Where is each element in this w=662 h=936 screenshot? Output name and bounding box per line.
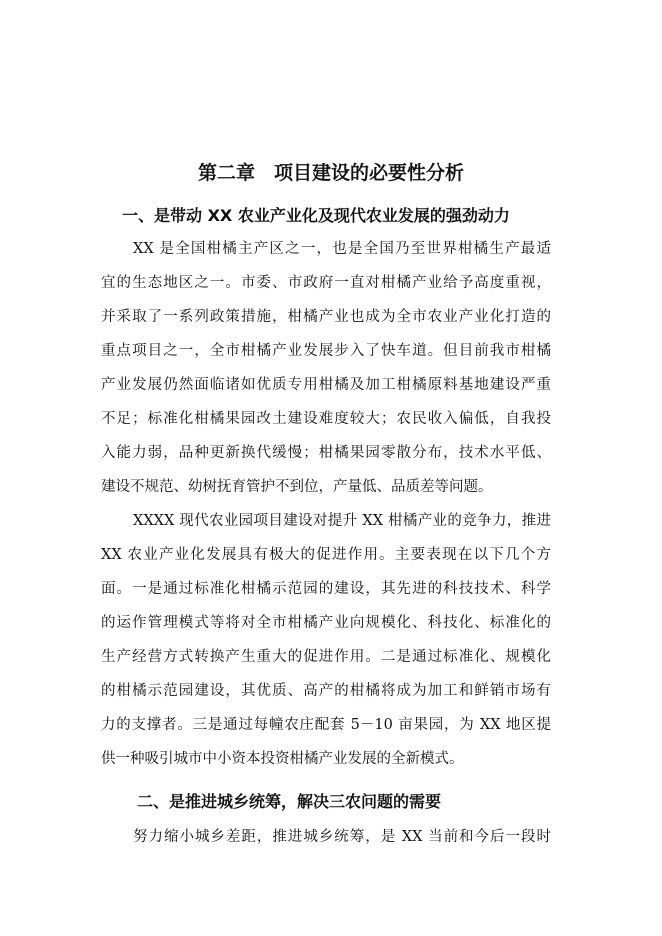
body-line: 入能力弱，品种更新换代缓慢；柑橘果园零散分布，技术水平低、	[101, 445, 551, 461]
body-line: 建设不规范、幼树抚育管护不到位，产量低、品质差等问题。	[101, 479, 493, 495]
body-line: 并采取了一系列政策措施，柑橘产业也成为全市农业产业化打造的	[101, 309, 551, 325]
body-line: 供一种吸引城市中小资本投资柑橘产业发展的全新模式。	[101, 751, 464, 767]
body-line: 不足；标准化柑橘果园改土建设难度较大；农民收入偏低，自我投	[101, 411, 551, 427]
section-2-heading: 二、是推进城乡统筹，解决三农问题的需要	[137, 792, 442, 811]
body-line: 宜的生态地区之一。市委、市政府一直对柑橘产业给予高度重视，	[101, 275, 551, 291]
body-line: 生产经营方式转换产生重大的促进作用。二是通过标准化、规模化	[101, 649, 551, 665]
body-line: XX 是全国柑橘主产区之一，也是全国乃至世界柑橘生产最适	[133, 241, 551, 257]
body-line: 努力缩小城乡差距，推进城乡统筹，是 XX 当前和今后一段时	[133, 829, 551, 845]
body-line: 的柑橘示范园建设，其优质、高产的柑橘将成为加工和鲜销市场有	[101, 683, 551, 699]
body-line: 重点项目之一，全市柑橘产业发展步入了快车道。但目前我市柑橘	[101, 343, 551, 359]
body-line: XX 农业产业化发展具有极大的促进作用。主要表现在以下几个方	[101, 547, 551, 563]
body-line: 力的支撑者。三是通过每幢农庄配套 5－10 亩果园，为 XX 地区提	[101, 717, 551, 733]
body-line: XXXX 现代农业园项目建设对提升 XX 柑橘产业的竞争力，推进	[133, 513, 551, 529]
chapter-title: 第二章 项目建设的必要性分析	[197, 162, 464, 184]
body-line: 面。一是通过标准化柑橘示范园的建设，其先进的科技技术、科学	[101, 581, 551, 597]
section-1-heading: 一、是带动 XX 农业产业化及现代农业发展的强劲动力	[122, 206, 510, 225]
body-line: 的运作管理模式等将对全市柑橘产业向规模化、科技化、标准化的	[101, 615, 551, 631]
body-line: 产业发展仍然面临诸如优质专用柑橘及加工柑橘原料基地建设严重	[101, 377, 551, 393]
